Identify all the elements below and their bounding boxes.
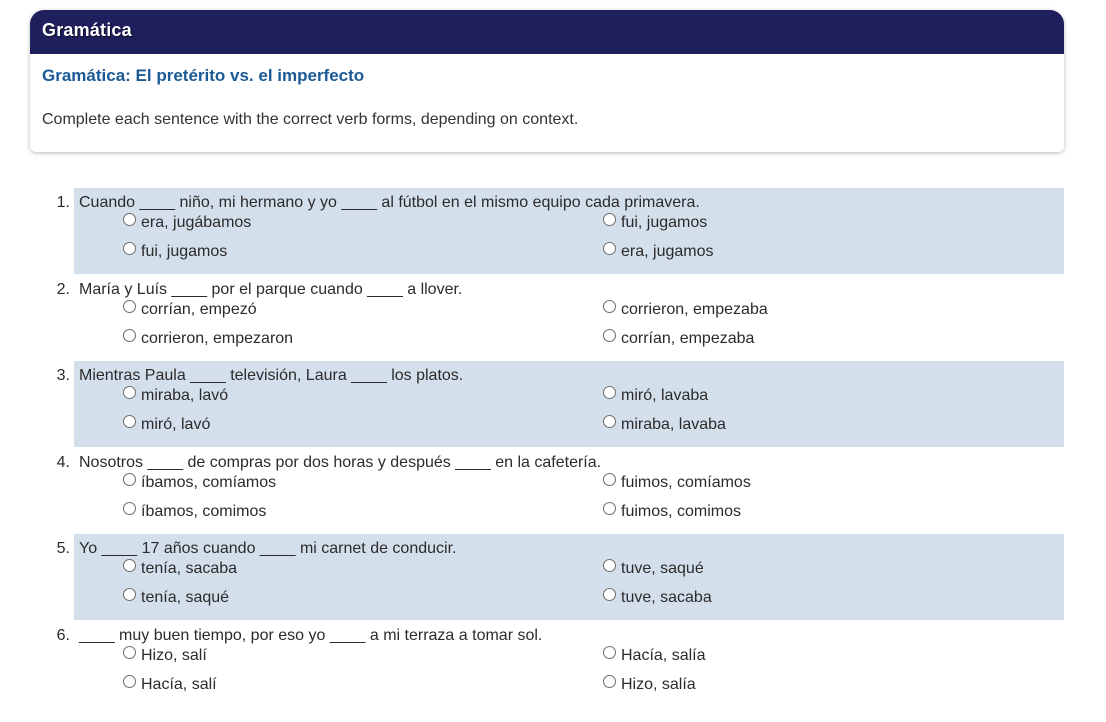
answer-option[interactable] xyxy=(123,329,293,348)
question-4 xyxy=(0,448,1106,535)
question-list xyxy=(0,188,1106,707)
option-label: tenía, sacaba xyxy=(141,560,238,577)
question-text: Nosotros ____ de compras por dos horas y después ____ en la cafetería. xyxy=(79,453,602,471)
option-label: era, jugamos xyxy=(621,243,714,260)
question-text: Cuando ____ niño, mi hermano y yo ____ al fútbol en el mismo equipo cada primavera. xyxy=(79,194,700,211)
radio-button[interactable] xyxy=(603,415,616,428)
radio-button[interactable] xyxy=(123,559,136,572)
option-label: tuve, sacaba xyxy=(621,589,712,606)
radio-button[interactable] xyxy=(123,300,136,313)
question-text: Mientras Paula ____ televisión, Laura ____ los platos. xyxy=(79,367,464,384)
option-label: tenía, saqué xyxy=(141,589,230,606)
option-label: íbamos, comimos xyxy=(141,502,267,520)
answer-option[interactable] xyxy=(603,502,741,521)
option-label: fui, jugamos xyxy=(621,214,708,231)
radio-button[interactable] xyxy=(603,473,616,486)
option-label: era, jugábamos xyxy=(141,214,252,231)
answer-option[interactable] xyxy=(603,415,726,434)
radio-button[interactable] xyxy=(603,559,616,572)
option-label: Hacía, salí xyxy=(141,675,217,693)
answer-option[interactable] xyxy=(603,386,708,405)
answer-option[interactable] xyxy=(123,415,210,434)
radio-button[interactable] xyxy=(123,329,136,342)
radio-button[interactable] xyxy=(123,473,136,486)
option-label: íbamos, comíamos xyxy=(141,473,277,491)
option-label: miraba, lavaba xyxy=(621,416,726,433)
answer-option[interactable] xyxy=(603,559,704,578)
card-header-bar xyxy=(30,10,1064,54)
radio-button[interactable] xyxy=(123,675,136,688)
radio-button[interactable] xyxy=(603,213,616,226)
radio-button[interactable] xyxy=(123,415,136,428)
radio-button[interactable] xyxy=(603,300,616,313)
answer-option[interactable] xyxy=(123,559,237,578)
radio-button[interactable] xyxy=(123,502,136,515)
radio-button[interactable] xyxy=(603,329,616,342)
question-text: Yo ____ 17 años cuando ____ mi carnet de conducir. xyxy=(79,540,457,557)
answer-option[interactable] xyxy=(603,473,751,492)
question-text: María y Luís ____ por el parque cuando ____ a llover. xyxy=(79,280,463,298)
question-number: 2. xyxy=(56,280,70,298)
question-number: 6. xyxy=(56,626,70,644)
option-label: corrían, empezó xyxy=(141,300,257,318)
answer-option[interactable] xyxy=(603,242,714,261)
question-5 xyxy=(0,534,1106,621)
answer-option[interactable] xyxy=(123,646,207,665)
question-text: ____ muy buen tiempo, por eso yo ____ a mi terraza a tomar sol. xyxy=(79,626,543,644)
answer-option[interactable] xyxy=(603,329,754,348)
answer-option[interactable] xyxy=(603,588,712,607)
radio-button[interactable] xyxy=(603,502,616,515)
radio-button[interactable] xyxy=(603,588,616,601)
question-3 xyxy=(0,361,1106,448)
radio-button[interactable] xyxy=(603,646,616,659)
instructions-text: Complete each sentence with the correct verb forms, depending on context. xyxy=(42,111,579,128)
answer-option[interactable] xyxy=(603,213,707,232)
question-6 xyxy=(0,621,1106,708)
radio-button[interactable] xyxy=(123,646,136,659)
radio-button[interactable] xyxy=(123,242,136,255)
radio-button[interactable] xyxy=(123,213,136,226)
option-label: tuve, saqué xyxy=(621,560,704,577)
question-2 xyxy=(0,275,1106,362)
question-number: 1. xyxy=(56,194,70,211)
answer-option[interactable] xyxy=(123,213,251,232)
radio-button[interactable] xyxy=(603,675,616,688)
option-label: miró, lavaba xyxy=(621,387,709,404)
option-label: fuimos, comimos xyxy=(621,502,742,520)
question-number: 4. xyxy=(56,453,70,471)
option-label: corrieron, empezaba xyxy=(621,300,768,318)
answer-option[interactable] xyxy=(603,646,705,665)
section-subtitle: Gramática: El pretérito vs. el imperfecto xyxy=(42,66,365,85)
option-label: miraba, lavó xyxy=(141,387,229,404)
radio-button[interactable] xyxy=(123,588,136,601)
answer-option[interactable] xyxy=(123,675,217,694)
answer-option[interactable] xyxy=(123,473,276,492)
card-title: Gramática xyxy=(42,20,132,40)
question-number: 5. xyxy=(56,540,70,557)
radio-button[interactable] xyxy=(123,386,136,399)
answer-option[interactable] xyxy=(123,588,229,607)
option-label: Hacía, salía xyxy=(621,646,706,664)
radio-button[interactable] xyxy=(603,386,616,399)
answer-option[interactable] xyxy=(603,675,696,694)
answer-option[interactable] xyxy=(123,300,257,319)
option-label: fui, jugamos xyxy=(141,243,228,260)
option-label: fuimos, comíamos xyxy=(621,473,751,491)
option-label: Hizo, salí xyxy=(141,646,207,664)
answer-option[interactable] xyxy=(123,386,228,405)
option-label: miró, lavó xyxy=(141,416,211,433)
option-label: corrían, empezaba xyxy=(621,329,755,347)
answer-option[interactable] xyxy=(123,242,227,261)
answer-option[interactable] xyxy=(603,300,768,319)
radio-button[interactable] xyxy=(603,242,616,255)
answer-option[interactable] xyxy=(123,502,266,521)
question-number: 3. xyxy=(56,367,70,384)
assignment-header-card xyxy=(30,10,1064,152)
option-label: corrieron, empezaron xyxy=(141,329,294,347)
option-label: Hizo, salía xyxy=(621,675,696,693)
question-1 xyxy=(0,188,1106,275)
